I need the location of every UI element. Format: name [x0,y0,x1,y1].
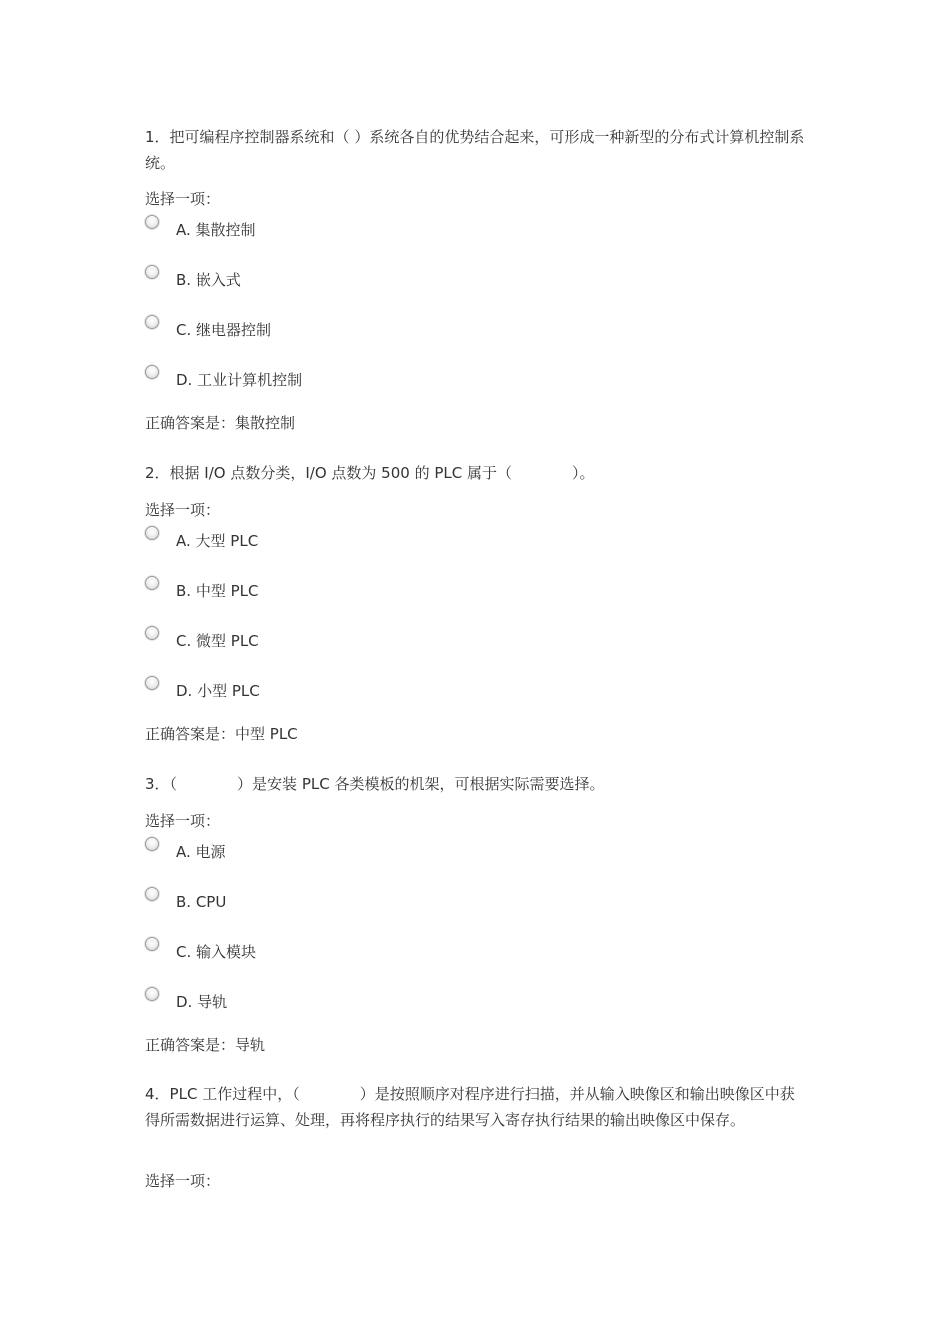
select-prompt: 选择一项： [145,1172,221,1190]
option-label: A. 电源 [176,843,226,861]
question-4 [145,1081,805,1190]
option-a[interactable] [145,215,545,245]
option-label: B. 中型 PLC [176,582,259,600]
radio-button-icon[interactable] [145,626,159,640]
option-d[interactable] [145,365,545,395]
radio-button-icon[interactable] [145,576,159,590]
question-2 [145,460,805,743]
option-label: A. 集散控制 [176,221,256,239]
question-text: 3．（ ）是安装 PLC 各类模板的机架，可根据实际需要选择。 [145,775,605,793]
radio-button-icon[interactable] [145,265,159,279]
option-b[interactable] [145,265,545,295]
option-b[interactable] [145,887,545,917]
radio-button-icon[interactable] [145,215,159,229]
radio-button-icon[interactable] [145,937,159,951]
option-label: A. 大型 PLC [176,532,259,550]
select-prompt: 选择一项： [145,190,221,208]
option-label: D. 工业计算机控制 [176,371,303,389]
question-3 [145,771,805,1054]
question-text: 1．把可编程序控制器系统和（ ）系统各自的优势结合起来，可形成一种新型的分布式计算机控制系统。 [145,128,805,172]
select-prompt: 选择一项： [145,812,221,830]
option-label: B. CPU [176,893,227,911]
radio-button-icon[interactable] [145,887,159,901]
option-c[interactable] [145,626,545,656]
radio-button-icon[interactable] [145,837,159,851]
option-label: D. 导轨 [176,993,228,1011]
radio-button-icon[interactable] [145,365,159,379]
correct-answer: 正确答案是：导轨 [145,1036,266,1054]
radio-button-icon[interactable] [145,526,159,540]
option-label: D. 小型 PLC [176,682,260,700]
correct-answer: 正确答案是：中型 PLC [145,725,298,743]
option-c[interactable] [145,315,545,345]
option-label: C. 微型 PLC [176,632,259,650]
radio-button-icon[interactable] [145,987,159,1001]
question-1 [145,124,805,432]
option-c[interactable] [145,937,545,967]
option-label: C. 输入模块 [176,943,257,961]
option-d[interactable] [145,987,545,1017]
option-a[interactable] [145,526,545,556]
option-label: C. 继电器控制 [176,321,272,339]
radio-button-icon[interactable] [145,676,159,690]
select-prompt: 选择一项： [145,501,221,519]
option-d[interactable] [145,676,545,706]
correct-answer: 正确答案是：集散控制 [145,414,296,432]
question-text: 4．PLC 工作过程中，（ ）是按照顺序对程序进行扫描，并从输入映像区和输出映像区中获得所需数据进行运算、处理，再将程序执行的结果写入寄存执行结果的输出映像区中保存。 [145,1085,795,1129]
option-b[interactable] [145,576,545,606]
radio-button-icon[interactable] [145,315,159,329]
option-a[interactable] [145,837,545,867]
question-text: 2．根据 I/O 点数分类，I/O 点数为 500 的 PLC 属于（ ）。 [145,464,595,482]
option-label: B. 嵌入式 [176,271,241,289]
